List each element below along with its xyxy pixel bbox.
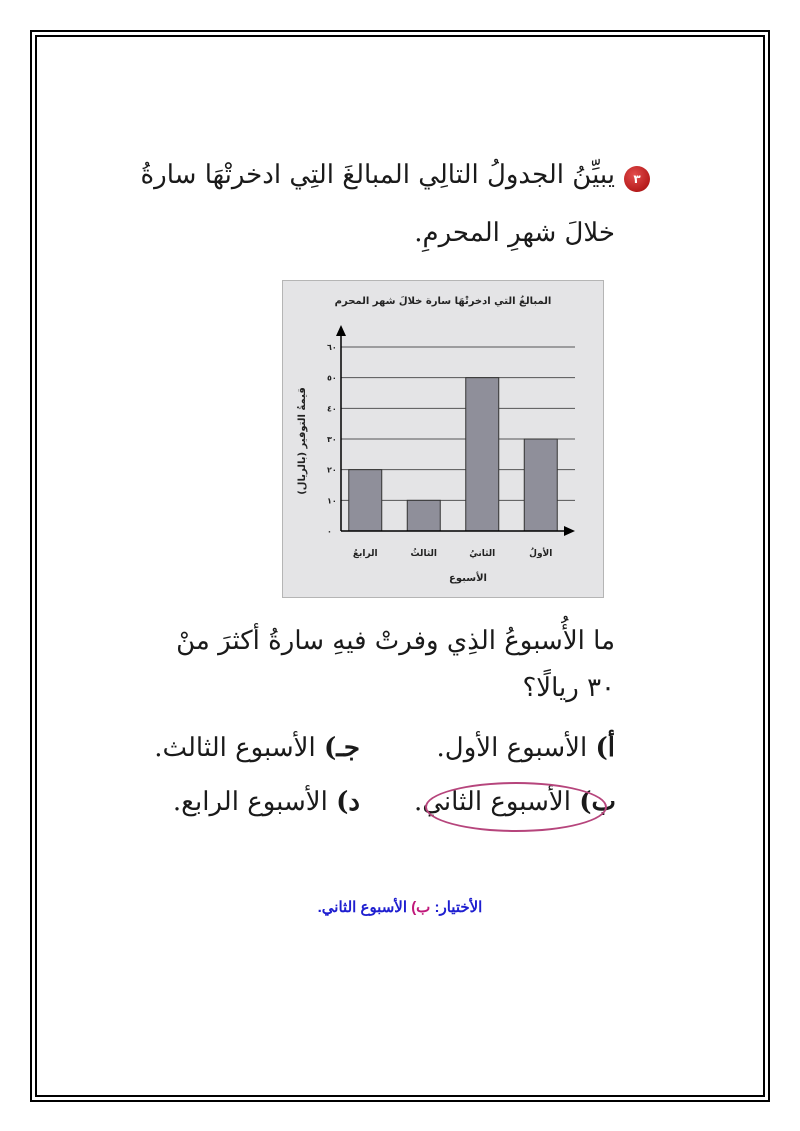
y-axis-title: قيمةُ التوفير (بالريال): [297, 387, 308, 495]
y-tick-label-10: ١٠: [327, 496, 337, 506]
x-tick-label-3: الثالثُ: [410, 549, 437, 559]
y-tick-label-60: ٦٠: [327, 343, 337, 352]
y-tick-label-30: ٣٠: [327, 435, 337, 444]
choice-c[interactable]: [154, 733, 360, 763]
question-prompt-line-2: ٣٠ ريالًا؟: [522, 673, 615, 703]
question-text-line-1: يبيِّنُ الجدولُ التالِي المبالغَ التِي ادخرتْهَا سارةُ: [140, 160, 615, 190]
x-tick-label-4: الرابعُ: [352, 549, 378, 559]
x-tick-label-2: الثانيُ: [469, 549, 496, 559]
choice-b-letter: ب): [579, 787, 616, 817]
choice-b-text: الأسبوع الثاني.: [413, 787, 571, 817]
choice-d-text: الأسبوع الرابع.: [172, 787, 328, 817]
choice-a-letter: أ): [595, 733, 615, 763]
bar-2: [466, 378, 499, 531]
bar-chart: [282, 280, 604, 598]
y-tick-label-40: ٤٠: [327, 404, 337, 414]
question-number-badge: ٣: [624, 166, 650, 192]
question-text-line-2: خلالَ شهرِ المحرمِ.: [414, 218, 615, 248]
y-tick-label-0: ٠: [327, 527, 332, 536]
x-tick-label-1: الأولُ: [529, 549, 553, 559]
y-tick-label-20: ٢٠: [327, 465, 337, 475]
answer-choice: ب): [411, 899, 431, 916]
bar-4: [349, 470, 382, 531]
answer-text: الأسبوع الثاني.: [317, 899, 408, 916]
question-prompt-line-1: ما الأُسبوعُ الذِي وفرتْ فيهِ سارةُ أكثرَ منْ: [176, 626, 615, 656]
chart-title: المبالغُ التي ادخرتْهَا سارة خلالَ شهر المحرم: [334, 296, 552, 307]
bar-3: [407, 500, 440, 531]
y-tick-label-50: ٥٠: [327, 373, 337, 383]
bar-1: [524, 439, 557, 531]
x-axis-title: الأسبوع: [449, 573, 487, 584]
answer-line: [0, 898, 800, 916]
answer-label: الأختيار:: [434, 899, 483, 916]
bar-chart-svg: [283, 281, 603, 597]
correct-answer-circle: [425, 782, 607, 832]
choice-c-letter: جـ): [324, 733, 360, 763]
choice-d-letter: د): [336, 787, 360, 817]
x-axis-arrow: [564, 526, 575, 536]
choice-c-text: الأسبوع الثالث.: [154, 733, 316, 763]
choice-d[interactable]: [173, 787, 360, 817]
choice-a[interactable]: [437, 733, 615, 763]
choice-a-text: الأسبوع الأول.: [436, 733, 588, 763]
y-axis-arrow: [336, 325, 346, 336]
